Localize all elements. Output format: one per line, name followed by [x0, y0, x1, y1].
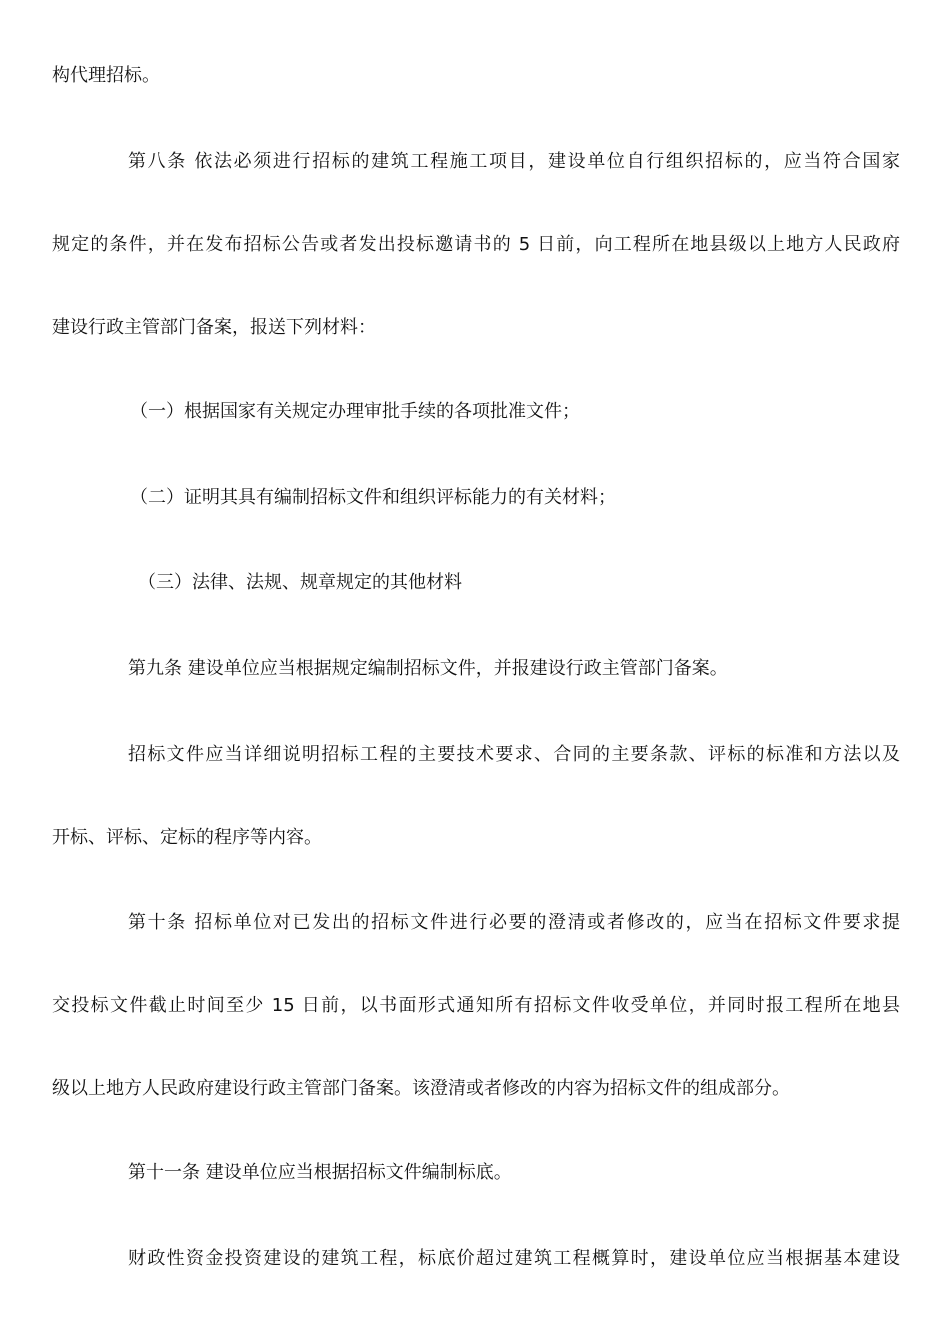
paragraph-line-3: 财政性资金投资建设的建筑工程，标底价超过建筑工程概算时，建设单位应当根据基本建设 [128, 1248, 900, 1269]
article-8-line-1: 第八条 依法必须进行招标的建筑工程施工项目，建设单位自行组织招标的，应当符合国家 [128, 151, 900, 172]
list-item-3: （三）法律、法规、规章规定的其他材料 [138, 572, 462, 593]
paragraph-line-2: 开标、评标、定标的程序等内容。 [52, 827, 322, 848]
article-10-line-3: 级以上地方人民政府建设行政主管部门备案。该澄清或者修改的内容为招标文件的组成部分。 [52, 1078, 790, 1099]
list-item-1: （一）根据国家有关规定办理审批手续的各项批准文件； [130, 401, 580, 422]
article-8-line-3: 建设行政主管部门备案，报送下列材料： [52, 317, 376, 338]
article-9-line-1: 第九条 建设单位应当根据规定编制招标文件，并报建设行政主管部门备案。 [128, 658, 728, 679]
article-11-line-1: 第十一条 建设单位应当根据招标文件编制标底。 [128, 1162, 512, 1183]
article-10-line-1: 第十条 招标单位对已发出的招标文件进行必要的澄清或者修改的，应当在招标文件要求提 [128, 912, 900, 933]
article-10-line-2: 交投标文件截止时间至少 15 日前，以书面形式通知所有招标文件收受单位，并同时报工程所在地县 [52, 995, 900, 1016]
paragraph-line-1: 招标文件应当详细说明招标工程的主要技术要求、合同的主要条款、评标的标准和方法以及 [128, 744, 900, 765]
article-8-line-2: 规定的条件，并在发布招标公告或者发出投标邀请书的 5 日前，向工程所在地县级以上地方人民政府 [52, 234, 900, 255]
list-item-2: （二）证明其具有编制招标文件和组织评标能力的有关材料； [130, 487, 616, 508]
text-line: 构代理招标。 [52, 65, 160, 86]
